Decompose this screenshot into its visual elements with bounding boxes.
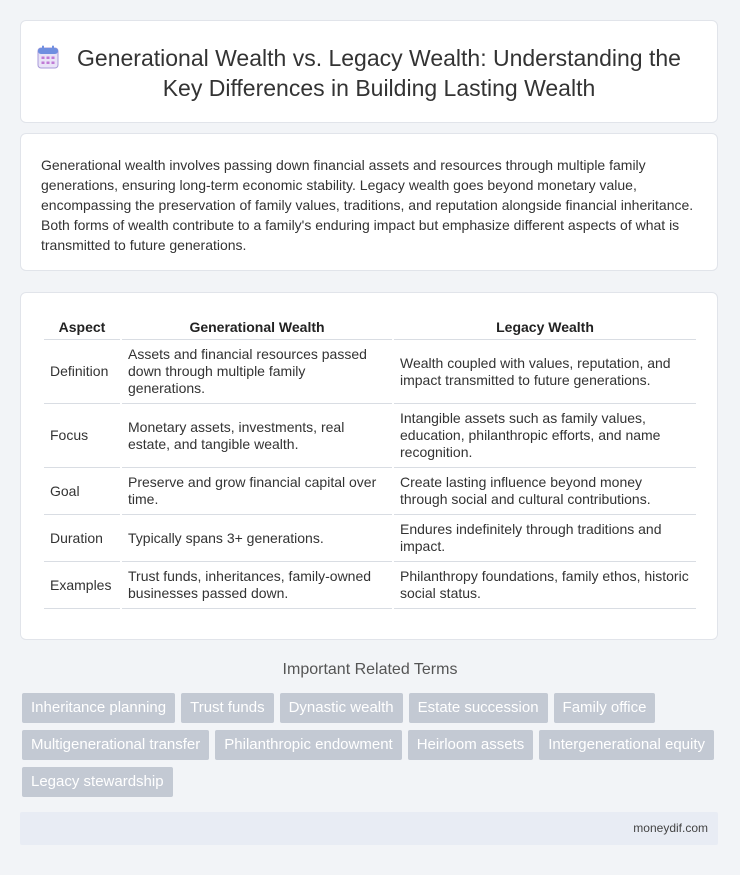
related-terms-heading: Important Related Terms xyxy=(282,661,458,678)
header-aspect: Aspect xyxy=(44,315,120,340)
legacy-cell: Create lasting influence beyond money through social and cultural contributions. xyxy=(394,468,696,515)
related-term-tag[interactable]: Heirloom assets xyxy=(408,730,534,760)
related-term-tag[interactable]: Family office xyxy=(554,693,656,723)
related-term-tag[interactable]: Dynastic wealth xyxy=(280,693,403,723)
calendar-icon xyxy=(37,45,59,69)
generational-cell: Monetary assets, investments, real estate, and tangible wealth. xyxy=(122,404,392,468)
generational-cell: Preserve and grow financial capital over time. xyxy=(122,468,392,515)
table-row xyxy=(44,404,696,468)
related-term-tag[interactable]: Intergenerational equity xyxy=(539,730,714,760)
intro-card xyxy=(20,133,718,271)
generational-cell: Typically spans 3+ generations. xyxy=(122,515,392,562)
comparison-card xyxy=(20,292,718,640)
related-terms-list xyxy=(22,693,722,797)
related-term-tag[interactable]: Trust funds xyxy=(181,693,273,723)
related-term-tag[interactable]: Philanthropic endowment xyxy=(215,730,401,760)
footer-site-link[interactable]: moneydif.com xyxy=(633,821,708,835)
table-row xyxy=(44,562,696,609)
aspect-cell: Goal xyxy=(44,468,120,515)
table-header-row xyxy=(44,315,696,340)
aspect-cell: Definition xyxy=(44,340,120,404)
aspect-cell: Examples xyxy=(44,562,120,609)
table-row xyxy=(44,468,696,515)
aspect-cell: Duration xyxy=(44,515,120,562)
legacy-cell: Wealth coupled with values, reputation, and impact transmitted to future generations. xyxy=(394,340,696,404)
comparison-table xyxy=(42,315,698,609)
related-term-tag[interactable]: Inheritance planning xyxy=(22,693,175,723)
aspect-cell: Focus xyxy=(44,404,120,468)
table-row xyxy=(44,340,696,404)
related-term-tag[interactable]: Legacy stewardship xyxy=(22,767,173,797)
table-row xyxy=(44,515,696,562)
title-card xyxy=(20,20,718,123)
generational-cell: Trust funds, inheritances, family-owned businesses passed down. xyxy=(122,562,392,609)
header-generational-wealth: Generational Wealth xyxy=(122,315,392,340)
legacy-cell: Philanthropy foundations, family ethos, historic social status. xyxy=(394,562,696,609)
legacy-cell: Endures indefinitely through traditions and impact. xyxy=(394,515,696,562)
intro-paragraph: Generational wealth involves passing down financial assets and resources through multiple family generations, ensuring long-term economic stability. Legacy wealth goes beyond monetary value, encompassing the preservation of family values, traditions, and reputation alongside financial inheritance. Both forms of wealth contribute to a family's enduring impact but emphasize different aspects of what is transmitted to future generations. xyxy=(41,157,694,253)
page-title: Generational Wealth vs. Legacy Wealth: Understanding the Key Differences in Building Lasting Wealth xyxy=(77,45,681,101)
header-legacy-wealth: Legacy Wealth xyxy=(394,315,696,340)
generational-cell: Assets and financial resources passed down through multiple family generations. xyxy=(122,340,392,404)
related-term-tag[interactable]: Multigenerational transfer xyxy=(22,730,209,760)
legacy-cell: Intangible assets such as family values, education, philanthropic efforts, and name recognition. xyxy=(394,404,696,468)
footer xyxy=(20,812,718,845)
related-term-tag[interactable]: Estate succession xyxy=(409,693,548,723)
